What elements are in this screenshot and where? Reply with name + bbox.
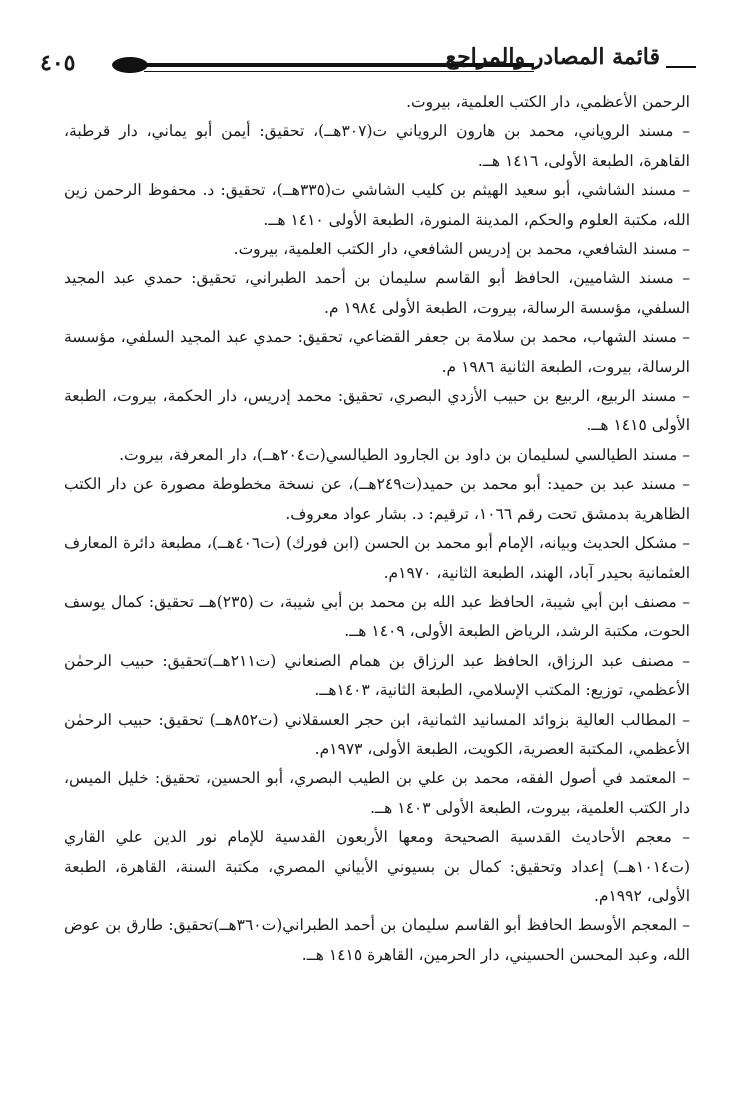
- bibliography-entry: – معجم الأحاديث القدسية الصحيحة ومعها الأربعون القدسية للإمام نور الدين علي القاري (ت١٠١٤هــ) إعداد وتحقيق: كمال بن بسيوني الأبياني المصري، مكتبة السنة، القاهرة، الطبعة الأولى، ١٩٩٢م.: [64, 828, 690, 905]
- bibliography-entry: – المطالب العالية بزوائد المسانيد الثمانية، ابن حجر العسقلاني (ت٨٥٢هــ) تحقيق: حبيب الرحمٰن الأعظمي، المكتبة العصرية، الكويت، الطبعة الأولى، ١٩٧٣م.: [64, 710, 690, 758]
- page-header: [40, 44, 690, 84]
- bibliography-entry: – مسند الشاميين، الحافظ أبو القاسم سليمان بن أحمد الطبراني، تحقيق: حمدي عبد المجيد السلفي، مؤسسة الرسالة، بيروت، الطبعة الأولى ١٩٨٤ م.: [64, 269, 690, 317]
- bibliography-list: [64, 88, 690, 970]
- bibliography-entry: – مصنف عبد الرزاق، الحافظ عبد الرزاق بن همام الصنعاني (ت٢١١هــ)تحقيق: حبيب الرحمٰن الأعظمي، توزيع: المكتب الإسلامي، الطبعة الثانية، ١٤٠٣هــ.: [64, 651, 691, 700]
- page-number: ٤٠٥: [40, 50, 76, 76]
- bibliography-entry: – مسند الشاشي، أبو سعيد الهيثم بن كليب الشاشي ت(٣٣٥هــ)، تحقيق: د. محفوظ الرحمن زين الله، مكتبة العلوم والحكم، المدينة المنورة، الطبعة الأولى ١٤١٠ هــ.: [64, 181, 690, 229]
- bibliography-entry: الرحمن الأعظمي، دار الكتب العلمية، بيروت.: [406, 93, 690, 111]
- bibliography-entry: – مسند الشافعي، محمد بن إدريس الشافعي، دار الكتب العلمية، بيروت.: [233, 240, 690, 259]
- bibliography-entry: – مسند عبد بن حميد: أبو محمد بن حميد(ت٢٤٩هــ)، عن نسخة مخطوطة مصورة عن دار الكتب الظاهرية بدمشق تحت رقم ١٠٦٦، ترقيم: د. بشار عواد معروف.: [64, 475, 690, 523]
- bibliography-entry: – المعتمد في أصول الفقه، محمد بن علي بن الطيب البصري، أبو الحسين، تحقيق: خليل الميس، دار الكتب العلمية، بيروت، الطبعة الأولى ١٤٠٣ هــ.: [64, 769, 690, 817]
- bibliography-entry: – المعجم الأوسط الحافظ أبو القاسم سليمان بن أحمد الطبراني(ت٣٦٠هــ)تحقيق: طارق بن عوض الله، وعبد المحسن الحسيني، دار الحرمين، القاهرة ١٤١٥ هــ.: [64, 916, 691, 964]
- bibliography-entry: – مسند الروياني، محمد بن هارون الروياني ت(٣٠٧هــ)، تحقيق: أيمن أبو يماني، دار قرطبة، القاهرة، الطبعة الأولى، ١٤١٦ هــ.: [64, 122, 691, 170]
- header-rule-tail: [666, 66, 696, 68]
- bibliography-entry: – مسند الربيع، الربيع بن حبيب الأزدي البصري، تحقيق: محمد إدريس، دار الحكمة، بيروت، الطبعة الأولى ١٤١٥ هــ.: [64, 387, 690, 435]
- bibliography-entry: – مسند الشهاب، محمد بن سلامة بن جعفر القضاعي، تحقيق: حمدي عبد المجيد السلفي، مؤسسة الرسالة، بيروت، الطبعة الثانية ١٩٨٦ م.: [64, 328, 690, 376]
- bibliography-entry: – مصنف ابن أبي شيبة، الحافظ عبد الله بن محمد بن أبي شيبة، ت (٢٣٥)هــ تحقيق: كمال يوسف الحوت، مكتبة الرشد، الرياض الطبعة الأولى، ١٤٠٩ هــ.: [64, 592, 690, 641]
- bibliography-entry: – مسند الطيالسي لسليمان بن داود بن الجارود الطيالسي(ت٢٠٤هــ)، دار المعرفة، بيروت.: [119, 445, 690, 464]
- header-rule-thin: [144, 71, 534, 72]
- running-title: قائمة المصادر والمراجع: [445, 44, 660, 70]
- header-ornament-dot: [112, 57, 148, 73]
- bibliography-entry: – مشكل الحديث وبيانه، الإمام أبو محمد بن الحسن (ابن فورك) (ت٤٠٦هــ)، مطبعة دائرة المعارف العثمانية بحيدر آباد، الهند، الطبعة الثانية، ١٩٧٠م.: [64, 534, 691, 582]
